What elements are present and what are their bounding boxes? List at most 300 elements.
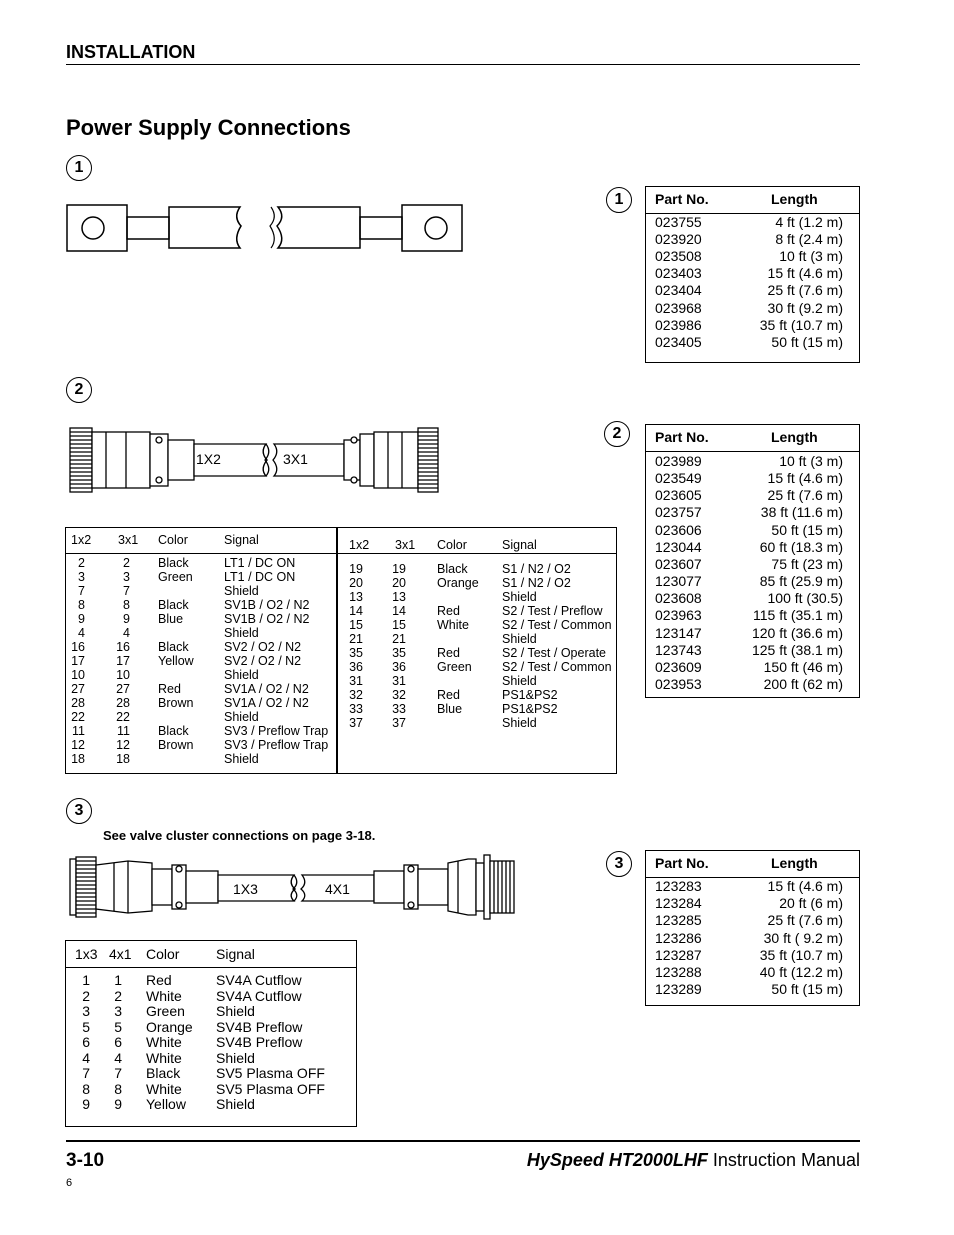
- table-row: [66, 682, 336, 696]
- table-row: [646, 334, 859, 351]
- pin-b: 1: [114, 972, 122, 988]
- table-row: [337, 646, 617, 660]
- table-row: [66, 640, 336, 654]
- cable-length: 15 ft (4.6 m): [767, 878, 843, 894]
- signal: Shield: [216, 1049, 255, 1066]
- signal: Shield: [216, 1003, 255, 1019]
- cable-length: 40 ft (12.2 m): [759, 964, 843, 980]
- signal: SV1B / O2 / N2: [224, 612, 310, 626]
- table-row: [646, 590, 859, 607]
- cable-length: 85 ft (25.9 m): [759, 573, 843, 589]
- cable-2-left-label: 1X2: [196, 451, 221, 467]
- signal: SV4A Cutflow: [216, 972, 302, 988]
- signal: SV1A / O2 / N2: [224, 696, 309, 710]
- cable-length: 15 ft (4.6 m): [767, 470, 843, 487]
- col-signal: Signal: [216, 946, 255, 962]
- col-length: Length: [771, 191, 818, 207]
- cable-length: 115 ft (35.1 m): [752, 607, 843, 624]
- callout-3-left: 3: [66, 798, 92, 824]
- part-number: 123077: [655, 573, 702, 589]
- cable-length: 30 ft (9.2 m): [767, 299, 843, 316]
- cable-2-drawing: [66, 422, 444, 498]
- table-row: [66, 626, 336, 640]
- part-number: 023968: [655, 299, 702, 316]
- col-color: Color: [437, 538, 467, 552]
- pin-a: 35: [349, 646, 363, 660]
- pin-b: 28: [116, 696, 130, 710]
- col-part-no: Part No.: [655, 855, 709, 871]
- cable-length: 35 ft (10.7 m): [759, 316, 843, 333]
- table-row: [646, 930, 859, 947]
- part-number: 123286: [655, 929, 702, 946]
- signal: SV5 Plasma OFF: [216, 1080, 325, 1097]
- signal: SV3 / Preflow Trap: [224, 724, 329, 738]
- cable-length: 25 ft (7.6 m): [767, 912, 843, 929]
- cable-length: 8 ft (2.4 m): [775, 231, 843, 248]
- part-number: 123284: [655, 895, 702, 912]
- table-row: [66, 612, 336, 626]
- callout-2-right: 2: [604, 421, 630, 447]
- pin-b: 33: [392, 702, 406, 716]
- cable-length: 50 ft (15 m): [771, 333, 843, 350]
- table-row: [66, 1082, 356, 1098]
- pin-a: 2: [82, 987, 90, 1004]
- col-length: Length: [771, 429, 818, 445]
- callout-1-left: 1: [66, 155, 92, 181]
- table-row: [337, 562, 617, 576]
- table-row: [646, 300, 859, 317]
- table-row: [337, 632, 617, 646]
- part-number: 023757: [655, 504, 702, 521]
- page-number: 3-10: [66, 1150, 105, 1171]
- signal: Shield: [502, 716, 537, 730]
- cable-length: 10 ft (3 m): [779, 248, 843, 265]
- pin-b: 20: [392, 576, 406, 590]
- part-number: 023989: [655, 453, 702, 469]
- pin-a: 19: [349, 562, 363, 576]
- signal: S2 / Test / Common: [502, 660, 612, 674]
- table-3-header: [66, 941, 356, 968]
- part-number: 023405: [655, 333, 702, 350]
- part-number: 023549: [655, 470, 702, 487]
- signal: SV4B Preflow: [216, 1034, 303, 1050]
- signal: S1 / N2 / O2: [502, 576, 571, 590]
- signal: Shield: [502, 674, 537, 688]
- signal: Shield: [216, 1096, 255, 1112]
- parts-table-1: [645, 186, 860, 363]
- pin-a: 10: [71, 668, 85, 682]
- pin-a: 12: [71, 738, 85, 752]
- parts-table-header: [646, 851, 859, 878]
- pin-b: 8: [123, 598, 130, 612]
- table-row: [66, 973, 356, 989]
- signal: PS1&PS2: [502, 702, 558, 716]
- part-number: 123288: [655, 964, 702, 980]
- signal: S2 / Test / Preflow: [502, 604, 603, 618]
- pin-a: 17: [71, 654, 85, 668]
- wire-color: Black: [158, 724, 189, 738]
- pin-b: 14: [392, 604, 406, 618]
- signal: Shield: [224, 584, 259, 598]
- pin-a: 4: [78, 626, 85, 640]
- signal: SV2 / O2 / N2: [224, 654, 302, 668]
- pin-a: 3: [82, 1003, 90, 1019]
- wire-color: Green: [437, 660, 472, 674]
- cable-length: 30 ft ( 9.2 m): [763, 929, 843, 946]
- signal: SV5 Plasma OFF: [216, 1065, 325, 1081]
- parts-table-2: [645, 424, 860, 698]
- table-row: [66, 1035, 356, 1051]
- signal: Shield: [502, 632, 537, 646]
- pin-b: 11: [117, 724, 130, 738]
- part-number: 123287: [655, 946, 702, 963]
- pin-b: 21: [392, 632, 406, 646]
- table-row: [66, 724, 336, 738]
- pin-a: 9: [82, 1096, 90, 1112]
- pin-b: 18: [116, 752, 130, 766]
- table-row: [337, 716, 617, 730]
- signal: Shield: [224, 752, 259, 766]
- col-4x1: 4x1: [109, 946, 132, 962]
- wire-color: Red: [146, 972, 172, 988]
- table-row: [646, 878, 859, 895]
- col-3x1: 3x1: [118, 533, 139, 547]
- table-row: [66, 752, 336, 766]
- pin-a: 21: [349, 632, 363, 646]
- pin-a: 37: [349, 716, 363, 730]
- pin-a: 8: [82, 1080, 90, 1097]
- pin-b: 3: [123, 570, 130, 584]
- pin-b: 27: [116, 682, 130, 696]
- table-2-left-header: [66, 528, 337, 554]
- pin-b: 7: [114, 1065, 122, 1081]
- part-number: 023608: [655, 590, 702, 607]
- table-row: [646, 895, 859, 912]
- part-number: 123289: [655, 981, 702, 998]
- part-number: 123743: [655, 641, 702, 658]
- part-number: 123044: [655, 538, 702, 555]
- wire-color: Red: [437, 688, 460, 702]
- signal: S2 / Test / Operate: [502, 646, 606, 660]
- col-color: Color: [158, 533, 188, 547]
- table-row: [646, 625, 859, 642]
- table-row: [646, 487, 859, 504]
- footer-rule: [66, 1140, 860, 1142]
- table-row: [646, 964, 859, 981]
- cable-length: 15 ft (4.6 m): [767, 265, 843, 282]
- cable-3-right-label: 4X1: [325, 881, 350, 897]
- wire-color: Yellow: [146, 1096, 186, 1112]
- table-row: [66, 1066, 356, 1082]
- col-length: Length: [771, 855, 818, 871]
- pin-b: 32: [392, 688, 406, 702]
- part-number: 023755: [655, 214, 702, 230]
- pin-a: 27: [71, 682, 85, 696]
- cable-length: 50 ft (15 m): [771, 981, 843, 998]
- signal: LT1 / DC ON: [224, 570, 296, 584]
- wire-color: Black: [158, 640, 189, 654]
- pin-a: 6: [82, 1034, 90, 1050]
- table-row: [66, 1051, 356, 1067]
- pin-b: 16: [116, 640, 130, 654]
- wire-color: Orange: [437, 576, 479, 590]
- wire-color: White: [437, 618, 469, 632]
- table-row: [66, 654, 336, 668]
- pin-b: 12: [116, 738, 130, 752]
- section-header: INSTALLATION: [66, 42, 196, 62]
- callout-2-left: 2: [66, 377, 92, 403]
- table-row: [646, 265, 859, 282]
- cable-length: 25 ft (7.6 m): [767, 487, 843, 504]
- pin-b: 4: [114, 1049, 122, 1066]
- pin-a: 33: [349, 702, 363, 716]
- table-row: [646, 522, 859, 539]
- signal: Shield: [224, 710, 259, 724]
- cable-length: 75 ft (23 m): [771, 555, 843, 572]
- part-number: 023963: [655, 607, 702, 624]
- table-row: [337, 576, 617, 590]
- cable-length: 38 ft (11.6 m): [760, 504, 843, 521]
- wire-color: Blue: [158, 612, 184, 626]
- pin-a: 11: [72, 724, 85, 738]
- pin-a: 9: [78, 612, 85, 626]
- wire-color: Red: [437, 646, 460, 660]
- table-row: [646, 214, 859, 231]
- pin-b: 37: [392, 716, 406, 730]
- wire-color: Brown: [158, 696, 194, 710]
- signal: SV1B / O2 / N2: [224, 598, 310, 612]
- pin-b: 9: [123, 612, 130, 626]
- cable-2-right-label: 3X1: [283, 451, 308, 467]
- signal: SV4B Preflow: [216, 1018, 303, 1035]
- table-row: [337, 660, 617, 674]
- cable-length: 35 ft (10.7 m): [759, 946, 843, 963]
- table-row: [646, 642, 859, 659]
- pin-a: 15: [349, 618, 363, 632]
- wire-color: Red: [437, 604, 460, 618]
- brand-name: HySpeed HT2000LHF: [526, 1150, 708, 1170]
- pin-b: 10: [116, 668, 130, 682]
- table-row: [66, 570, 336, 584]
- col-1x2: 1x2: [71, 533, 92, 547]
- part-number: 023605: [655, 487, 702, 504]
- callout-3-right: 3: [606, 851, 632, 877]
- cable-length: 120 ft (36.6 m): [751, 624, 843, 641]
- pin-b: 4: [123, 626, 130, 640]
- table-row: [646, 282, 859, 299]
- table-row: [66, 710, 336, 724]
- connection-table-3: [65, 940, 357, 1127]
- page-title: Power Supply Connections: [66, 115, 351, 140]
- wire-color: Blue: [437, 702, 463, 716]
- wire-color: White: [146, 1080, 182, 1097]
- table-row: [337, 674, 617, 688]
- cable-3-left-label: 1X3: [233, 881, 258, 897]
- signal: SV4A Cutflow: [216, 987, 302, 1004]
- wire-color: Green: [146, 1003, 185, 1019]
- table-row: [337, 618, 617, 632]
- part-number: 023607: [655, 555, 702, 572]
- col-color: Color: [146, 946, 180, 962]
- part-number: 023508: [655, 248, 702, 265]
- pin-b: 2: [114, 987, 122, 1004]
- cable-length: 50 ft (15 m): [771, 521, 843, 538]
- pin-b: 13: [392, 590, 406, 604]
- wire-color: Black: [146, 1065, 181, 1081]
- table-row: [646, 556, 859, 573]
- pin-b: 22: [116, 710, 130, 724]
- pin-a: 20: [349, 576, 363, 590]
- cable-length: 25 ft (7.6 m): [767, 282, 843, 299]
- cable-3-drawing: [66, 853, 521, 921]
- table-row: [646, 573, 859, 590]
- table-row: [646, 981, 859, 998]
- table-row: [646, 947, 859, 964]
- table-row: [66, 598, 336, 612]
- pin-b: 35: [392, 646, 406, 660]
- connection-table-2: [65, 527, 617, 774]
- table-row: [646, 539, 859, 556]
- part-number: 023986: [655, 316, 702, 333]
- table-row: [337, 702, 617, 716]
- manual-label: Instruction Manual: [707, 1150, 860, 1170]
- pin-b: 8: [114, 1080, 122, 1097]
- signal: Shield: [502, 590, 537, 604]
- cable-length: 150 ft (46 m): [763, 658, 843, 675]
- pin-b: 31: [392, 674, 406, 688]
- wire-color: White: [146, 1049, 182, 1066]
- col-3x1: 3x1: [395, 538, 416, 552]
- pin-a: 22: [71, 710, 85, 724]
- pin-a: 3: [78, 570, 85, 584]
- wire-color: Black: [158, 556, 189, 570]
- pin-a: 36: [349, 660, 363, 674]
- wire-color: Red: [158, 682, 181, 696]
- pin-b: 15: [392, 618, 406, 632]
- pin-a: 32: [349, 688, 363, 702]
- pin-a: 28: [71, 696, 85, 710]
- wire-color: White: [146, 1034, 182, 1050]
- pin-a: 16: [71, 640, 85, 654]
- note-valve-cluster: See valve cluster connections on page 3-18.: [103, 828, 376, 843]
- pin-b: 17: [116, 654, 130, 668]
- cable-1-drawing: [60, 195, 470, 257]
- table-row: [646, 453, 859, 470]
- parts-table-header: [646, 187, 859, 214]
- cable-length: 60 ft (18.3 m): [759, 538, 843, 555]
- table-row: [646, 504, 859, 521]
- cable-length: 4 ft (1.2 m): [775, 214, 843, 230]
- part-number: 023953: [655, 675, 702, 692]
- part-number: 023920: [655, 231, 702, 248]
- pin-a: 7: [78, 584, 85, 598]
- signal: SV2 / O2 / N2: [224, 640, 302, 654]
- table-row: [646, 676, 859, 693]
- table-row: [66, 556, 336, 570]
- table-row: [646, 607, 859, 624]
- pin-a: 13: [349, 590, 363, 604]
- part-number: 023404: [655, 282, 702, 299]
- col-signal: Signal: [224, 533, 259, 547]
- signal: LT1 / DC ON: [224, 556, 296, 570]
- pin-a: 4: [82, 1049, 90, 1066]
- cable-length: 200 ft (62 m): [763, 675, 843, 692]
- footer-small-number: 6: [66, 1177, 73, 1189]
- col-1x2: 1x2: [349, 538, 370, 552]
- signal: SV1A / O2 / N2: [224, 682, 309, 696]
- wire-color: Brown: [158, 738, 194, 752]
- table-2-right-header: [337, 528, 616, 554]
- pin-b: 19: [392, 562, 406, 576]
- parts-table-3: [645, 850, 860, 1006]
- cable-length: 100 ft (30.5): [767, 590, 843, 607]
- part-number: 123147: [655, 624, 702, 641]
- part-number: 123285: [655, 912, 702, 929]
- table-row: [66, 696, 336, 710]
- table-row: [337, 590, 617, 604]
- table-row: [66, 1097, 356, 1113]
- table-row: [66, 989, 356, 1005]
- table-row: [337, 688, 617, 702]
- table-row: [646, 317, 859, 334]
- pin-a: 14: [349, 604, 363, 618]
- wire-color: Green: [158, 570, 193, 584]
- pin-a: 1: [82, 972, 90, 988]
- table-row: [66, 584, 336, 598]
- signal: PS1&PS2: [502, 688, 558, 702]
- col-1x3: 1x3: [75, 946, 98, 962]
- pin-b: 7: [123, 584, 130, 598]
- pin-a: 7: [82, 1065, 90, 1081]
- table-row: [646, 231, 859, 248]
- table-row: [66, 668, 336, 682]
- table-row: [646, 470, 859, 487]
- pin-b: 6: [114, 1034, 122, 1050]
- wire-color: Black: [437, 562, 468, 576]
- part-number: 023609: [655, 658, 702, 675]
- header-rule: [66, 64, 860, 65]
- pin-a: 2: [78, 556, 85, 570]
- table-row: [66, 1020, 356, 1036]
- cable-length: 20 ft (6 m): [779, 895, 843, 912]
- table-row: [66, 738, 336, 752]
- pin-b: 3: [114, 1003, 122, 1019]
- pin-a: 18: [71, 752, 85, 766]
- signal: SV3 / Preflow Trap: [224, 738, 329, 752]
- pin-a: 31: [349, 674, 363, 688]
- wire-color: Yellow: [158, 654, 194, 668]
- pin-b: 2: [123, 556, 130, 570]
- signal: Shield: [224, 668, 259, 682]
- pin-a: 8: [78, 598, 85, 612]
- signal: S2 / Test / Common: [502, 618, 612, 632]
- pin-a: 5: [82, 1018, 90, 1035]
- parts-table-header: [646, 425, 859, 452]
- col-signal: Signal: [502, 538, 537, 552]
- table-row: [646, 248, 859, 265]
- table-row: [66, 1004, 356, 1020]
- pin-b: 36: [392, 660, 406, 674]
- cable-length: 10 ft (3 m): [779, 453, 843, 469]
- cable-length: 125 ft (38.1 m): [751, 641, 843, 658]
- wire-color: White: [146, 987, 182, 1004]
- manual-title: [527, 1150, 860, 1171]
- callout-1-right: 1: [606, 187, 632, 213]
- table-row: [646, 659, 859, 676]
- part-number: 123283: [655, 878, 702, 894]
- table-row: [337, 604, 617, 618]
- wire-color: Orange: [146, 1018, 193, 1035]
